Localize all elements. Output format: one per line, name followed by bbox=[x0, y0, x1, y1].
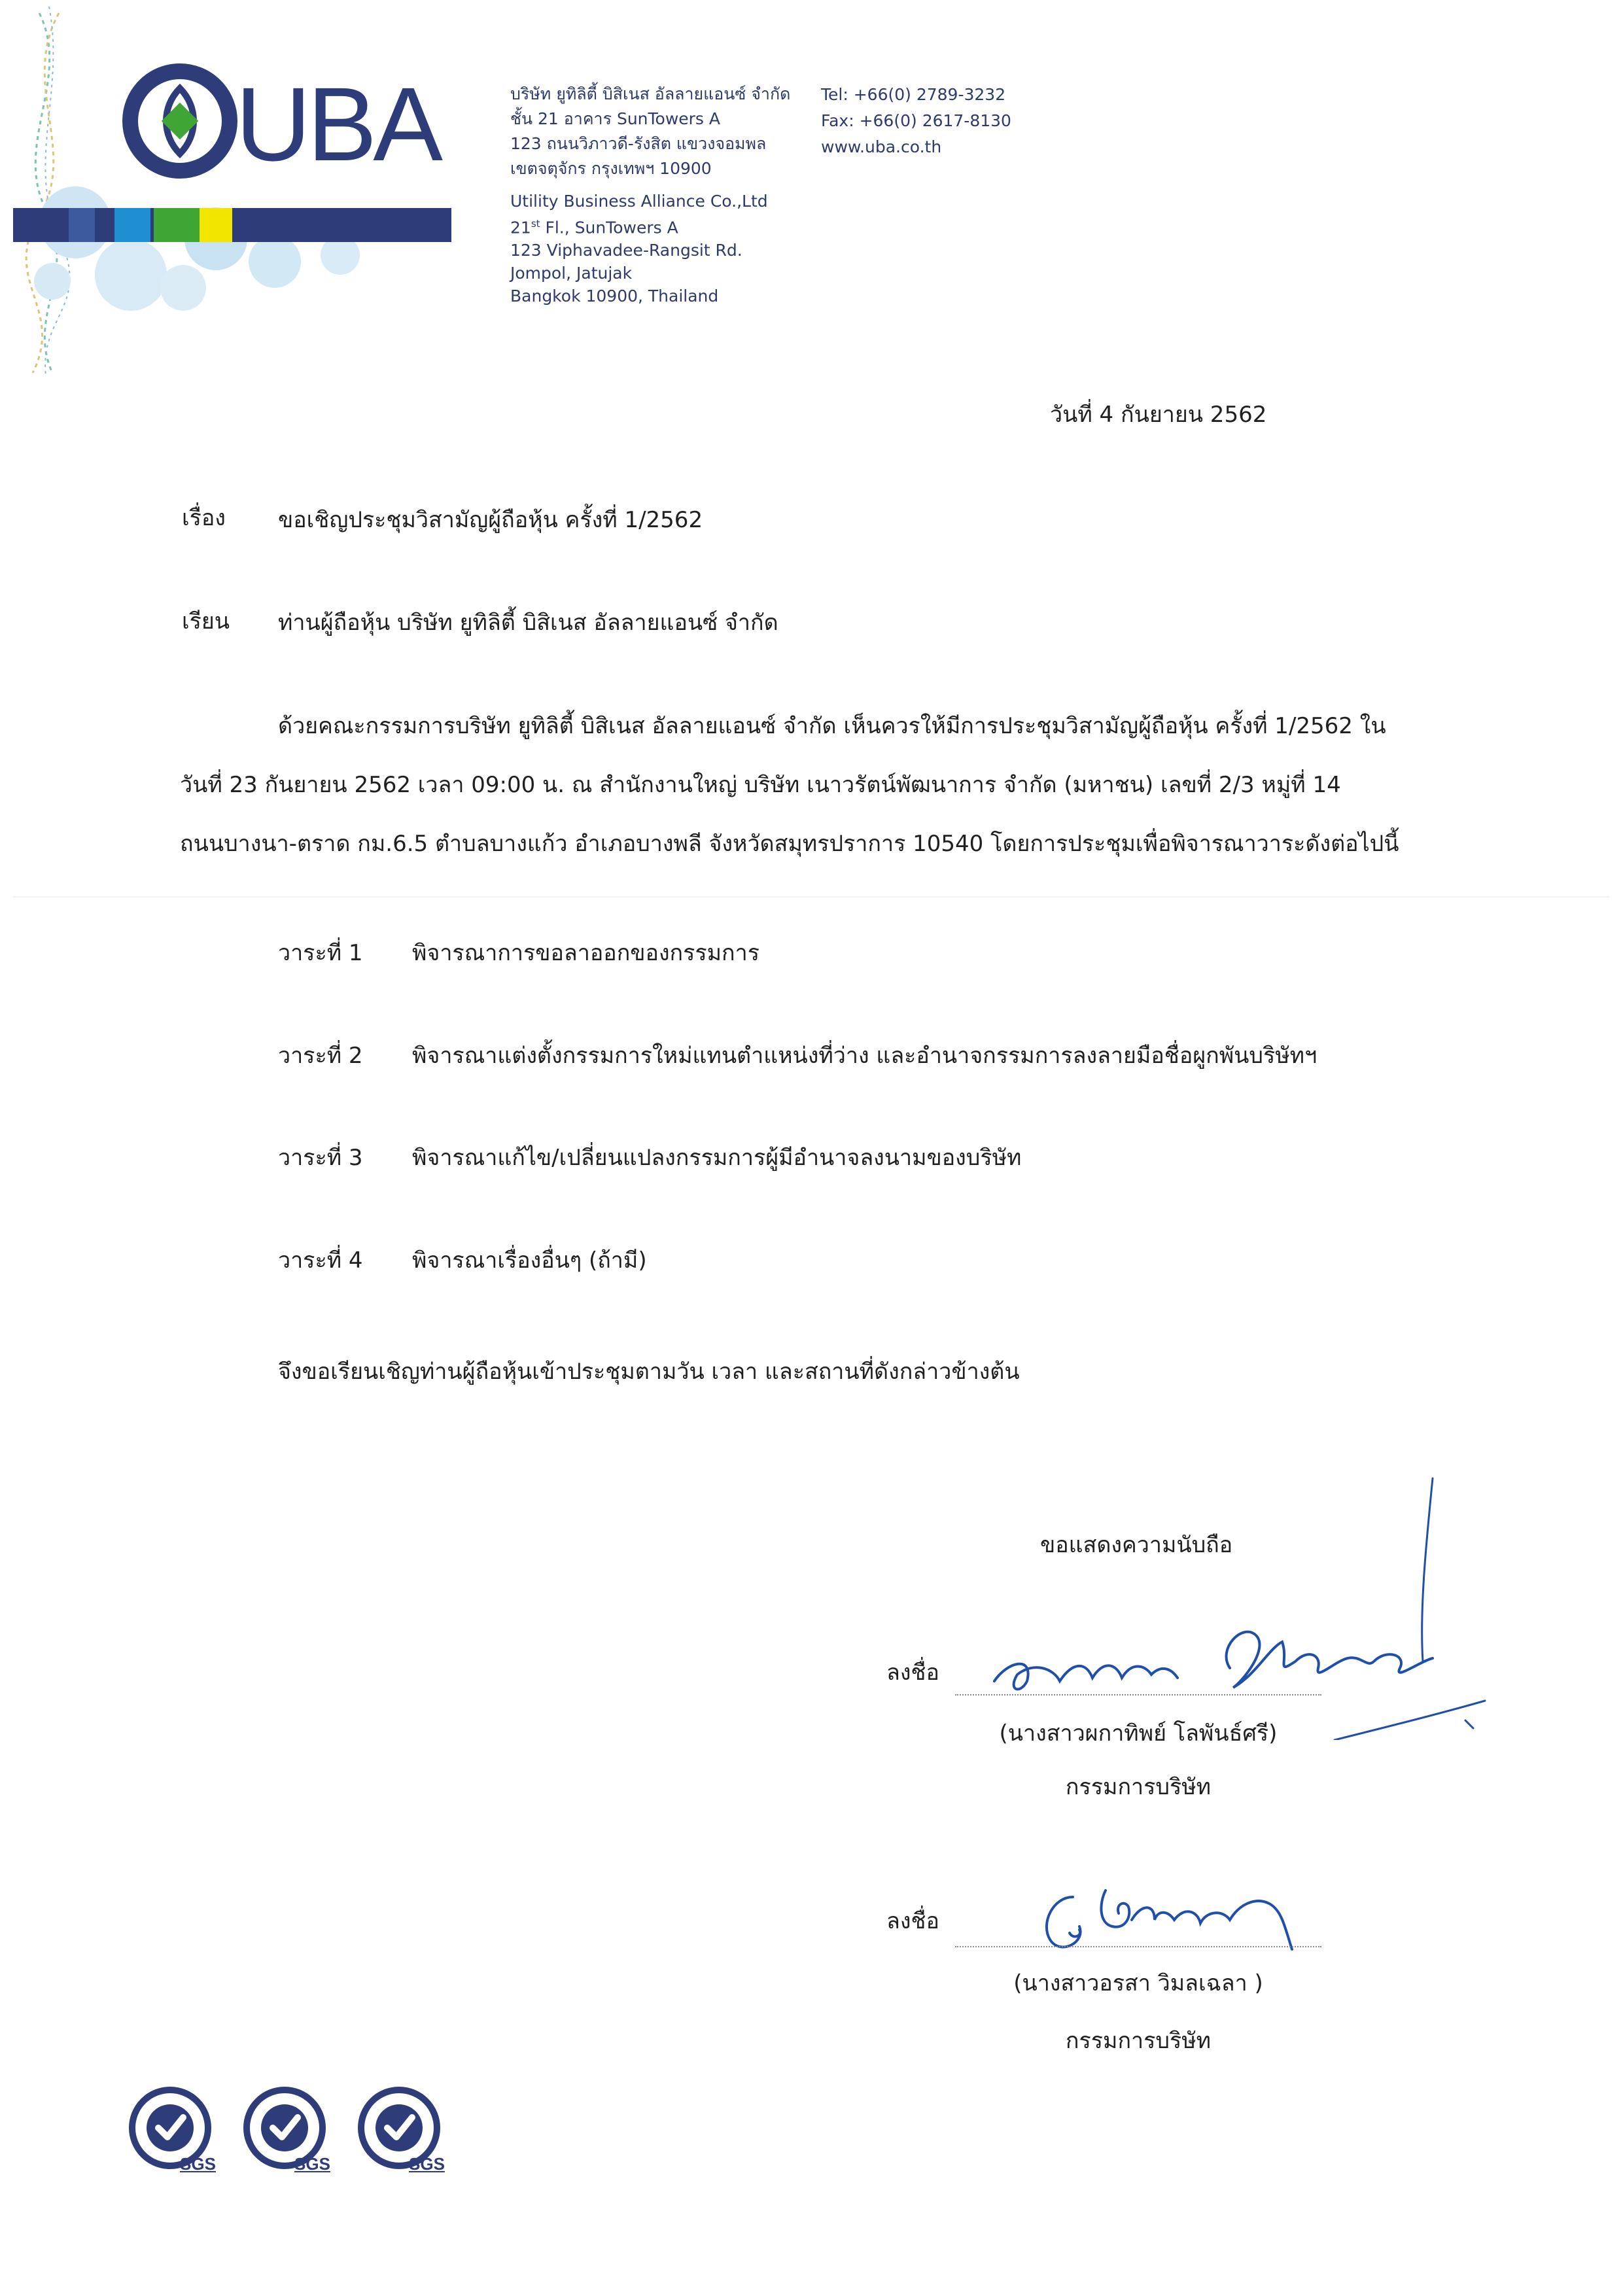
fax: Fax: +66(0) 2617-8130 bbox=[821, 111, 1011, 130]
company-line: Utility Business Alliance Co.,Ltd bbox=[510, 192, 768, 211]
regards: ขอแสดงความนับถือ bbox=[1040, 1532, 1233, 1558]
sgs-certification-badge-icon bbox=[124, 2083, 222, 2182]
decorative-bubbles bbox=[13, 177, 406, 327]
handwritten-signature bbox=[1034, 1864, 1321, 1962]
scan-divider bbox=[13, 896, 1609, 897]
recipient-label: เรียน bbox=[182, 608, 230, 635]
company-address-th bbox=[510, 82, 790, 181]
badge-mark: SGS bbox=[180, 2154, 216, 2174]
agenda-label: วาระที่ 4 bbox=[278, 1247, 363, 1274]
letter-date: วันที่ 4 กันยายน 2562 bbox=[1050, 402, 1267, 428]
company-line: 21st Fl., SunTowers A bbox=[510, 218, 678, 237]
agenda-text: พิจารณาแก้ไข/เปลี่ยนแปลงกรรมการผู้มีอำนาจลงนามของบริษัท bbox=[412, 1145, 1022, 1171]
brand-color-band bbox=[13, 208, 451, 242]
agenda-label: วาระที่ 3 bbox=[278, 1145, 363, 1171]
company-line: Jompol, Jatujak bbox=[510, 264, 633, 283]
badge-mark: SGS bbox=[409, 2154, 445, 2174]
agenda-label: วาระที่ 1 bbox=[278, 940, 363, 966]
signatory-name: (นางสาวอรสา วิมลเฉลา ) bbox=[1013, 1970, 1263, 1996]
company-line: Bangkok 10900, Thailand bbox=[510, 287, 719, 306]
company-line: 123 ถนนวิภาวดี-รังสิต แขวงจอมพล bbox=[510, 134, 767, 153]
closing-line: จึงขอเรียนเชิญท่านผู้ถือหุ้นเข้าประชุมตามวัน เวลา และสถานที่ดังกล่าวข้างต้น bbox=[278, 1359, 1020, 1385]
company-line: บริษัท ยูทิลิตี้ บิสิเนส อัลลายแอนซ์ จำกัด bbox=[510, 84, 791, 103]
sign-label: ลงชื่อ bbox=[886, 1660, 939, 1686]
company-address-en bbox=[510, 190, 768, 307]
logo-wordmark: UBA bbox=[236, 65, 439, 183]
sign-label: ลงชื่อ bbox=[886, 1908, 939, 1934]
agenda-text: พิจารณาแต่งตั้งกรรมการใหม่แทนตำแหน่งที่ว่าง และอำนาจกรรมการลงลายมือชื่อผูกพันบริษัทฯ bbox=[412, 1043, 1318, 1069]
signatory-title: กรรมการบริษัท bbox=[1065, 2028, 1212, 2054]
agenda-label: วาระที่ 2 bbox=[278, 1043, 363, 1069]
sgs-certification-badge-icon bbox=[353, 2083, 451, 2182]
signatory-name: (นางสาวผกาทิพย์ โลพันธ์ศรี) bbox=[999, 1720, 1278, 1747]
company-contact bbox=[821, 82, 1011, 160]
body-line: ด้วยคณะกรรมการบริษัท ยูทิลิตี้ บิสิเนส อัลลายแอนซ์ จำกัด เห็นควรให้มีการประชุมวิสามัญผู้ถือหุ้น ครั้งที่ 1/2562 ใน bbox=[278, 713, 1386, 739]
company-line: เขตจตุจักร กรุงเทพฯ 10900 bbox=[510, 159, 712, 178]
agenda-text: พิจารณาการขอลาออกของกรรมการ bbox=[412, 940, 760, 966]
body-line: วันที่ 23 กันยายน 2562 เวลา 09:00 น. ณ สำนักงานใหญ่ บริษัท เนาวรัตน์พัฒนาการ จำกัด (มหาชน) เลขที่ 2/3 หมู่ที่ 14 bbox=[180, 772, 1341, 798]
company-line: 123 Viphavadee-Rangsit Rd. bbox=[510, 241, 742, 260]
uba-logo-icon bbox=[121, 62, 239, 180]
sgs-certification-badge-icon bbox=[239, 2083, 337, 2182]
body-paragraph bbox=[180, 712, 1399, 858]
badge-mark: SGS bbox=[294, 2154, 330, 2174]
signatory-title: กรรมการบริษัท bbox=[1065, 1774, 1212, 1800]
subject-label: เรื่อง bbox=[182, 505, 226, 531]
company-line: ชั้น 21 อาคาร SunTowers A bbox=[510, 109, 721, 128]
body-line: ถนนบางนา-ตราด กม.6.5 ตำบลบางแก้ว อำเภอบางพลี จังหวัดสมุทรปราการ 10540 โดยการประชุมเพื่อพิจารณาวาระดังต่อไปนี้ bbox=[180, 831, 1399, 857]
signature-line bbox=[955, 1694, 1321, 1696]
tel: Tel: +66(0) 2789-3232 bbox=[821, 85, 1006, 104]
signature-line bbox=[955, 1946, 1321, 1947]
subject: ขอเชิญประชุมวิสามัญผู้ถือหุ้น ครั้งที่ 1/2562 bbox=[278, 507, 703, 533]
recipient: ท่านผู้ถือหุ้น บริษัท ยูทิลิตี้ บิสิเนส อัลลายแอนซ์ จำกัด bbox=[278, 610, 778, 636]
handwritten-signature bbox=[981, 1465, 1505, 1740]
agenda-text: พิจารณาเรื่องอื่นๆ (ถ้ามี) bbox=[412, 1247, 647, 1274]
website-link[interactable]: www.uba.co.th bbox=[821, 137, 942, 156]
